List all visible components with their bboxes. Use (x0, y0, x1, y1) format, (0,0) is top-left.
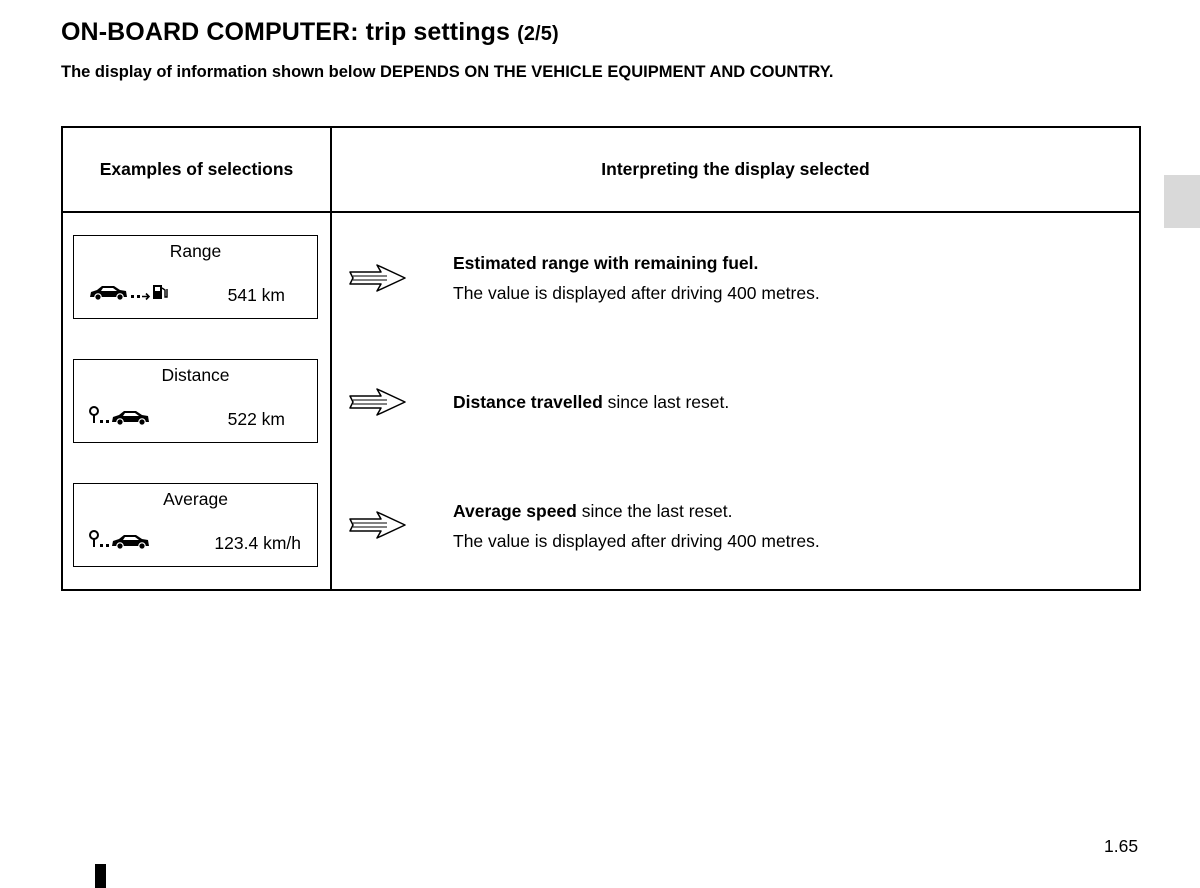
panel-title: Distance (161, 365, 230, 385)
description-bold: Average speed (453, 501, 577, 521)
pin-to-car-icon (88, 528, 156, 555)
pin-to-car-icon (88, 404, 156, 431)
page-number: 1.65 (1104, 836, 1139, 856)
column-header-interpretation: Interpreting the display selected (601, 159, 870, 179)
car-to-fuel-pump-icon (88, 280, 176, 307)
display-panel-distance (73, 359, 318, 443)
panel-value: 541 km (227, 285, 285, 305)
description-line-2: The value is displayed after driving 400 metres. (453, 283, 820, 303)
description-line-1 (453, 387, 729, 417)
side-thumb-tab (1164, 175, 1200, 228)
column-header-examples: Examples of selections (99, 159, 294, 179)
arrow-right-icon (349, 386, 407, 418)
description-text: since the last reset. (576, 501, 733, 521)
panel-value: 522 km (227, 409, 285, 429)
display-panel-range (73, 235, 318, 319)
header-divider (63, 211, 1139, 213)
panel-title: Range (169, 241, 222, 261)
description-average (453, 496, 820, 556)
arrow-right-icon (349, 262, 407, 294)
arrow-right-icon (349, 509, 407, 541)
panel-title: Average (163, 489, 228, 509)
description-distance (453, 387, 729, 417)
display-panel-average (73, 483, 318, 567)
title-text: ON-BOARD COMPUTER: trip settings (61, 18, 511, 46)
description-line-1 (453, 496, 820, 526)
selection-table (61, 126, 1141, 591)
description-range (453, 248, 820, 308)
title-part: (2/5) (517, 23, 559, 45)
panel-value: 123.4 km/h (214, 533, 301, 553)
page-edge-marker (95, 864, 106, 888)
description-line-2: The value is displayed after driving 400 metres. (453, 531, 820, 551)
description-bold: Estimated range with remaining fuel. (453, 253, 759, 273)
description-bold: Distance travelled (453, 392, 603, 412)
description-text: since last reset. (602, 392, 730, 412)
page-title (61, 18, 559, 47)
description-line-1 (453, 248, 820, 278)
page-subtitle: The display of information shown below DEPENDS ON THE VEHICLE EQUIPMENT AND COUNTRY. (61, 63, 834, 81)
